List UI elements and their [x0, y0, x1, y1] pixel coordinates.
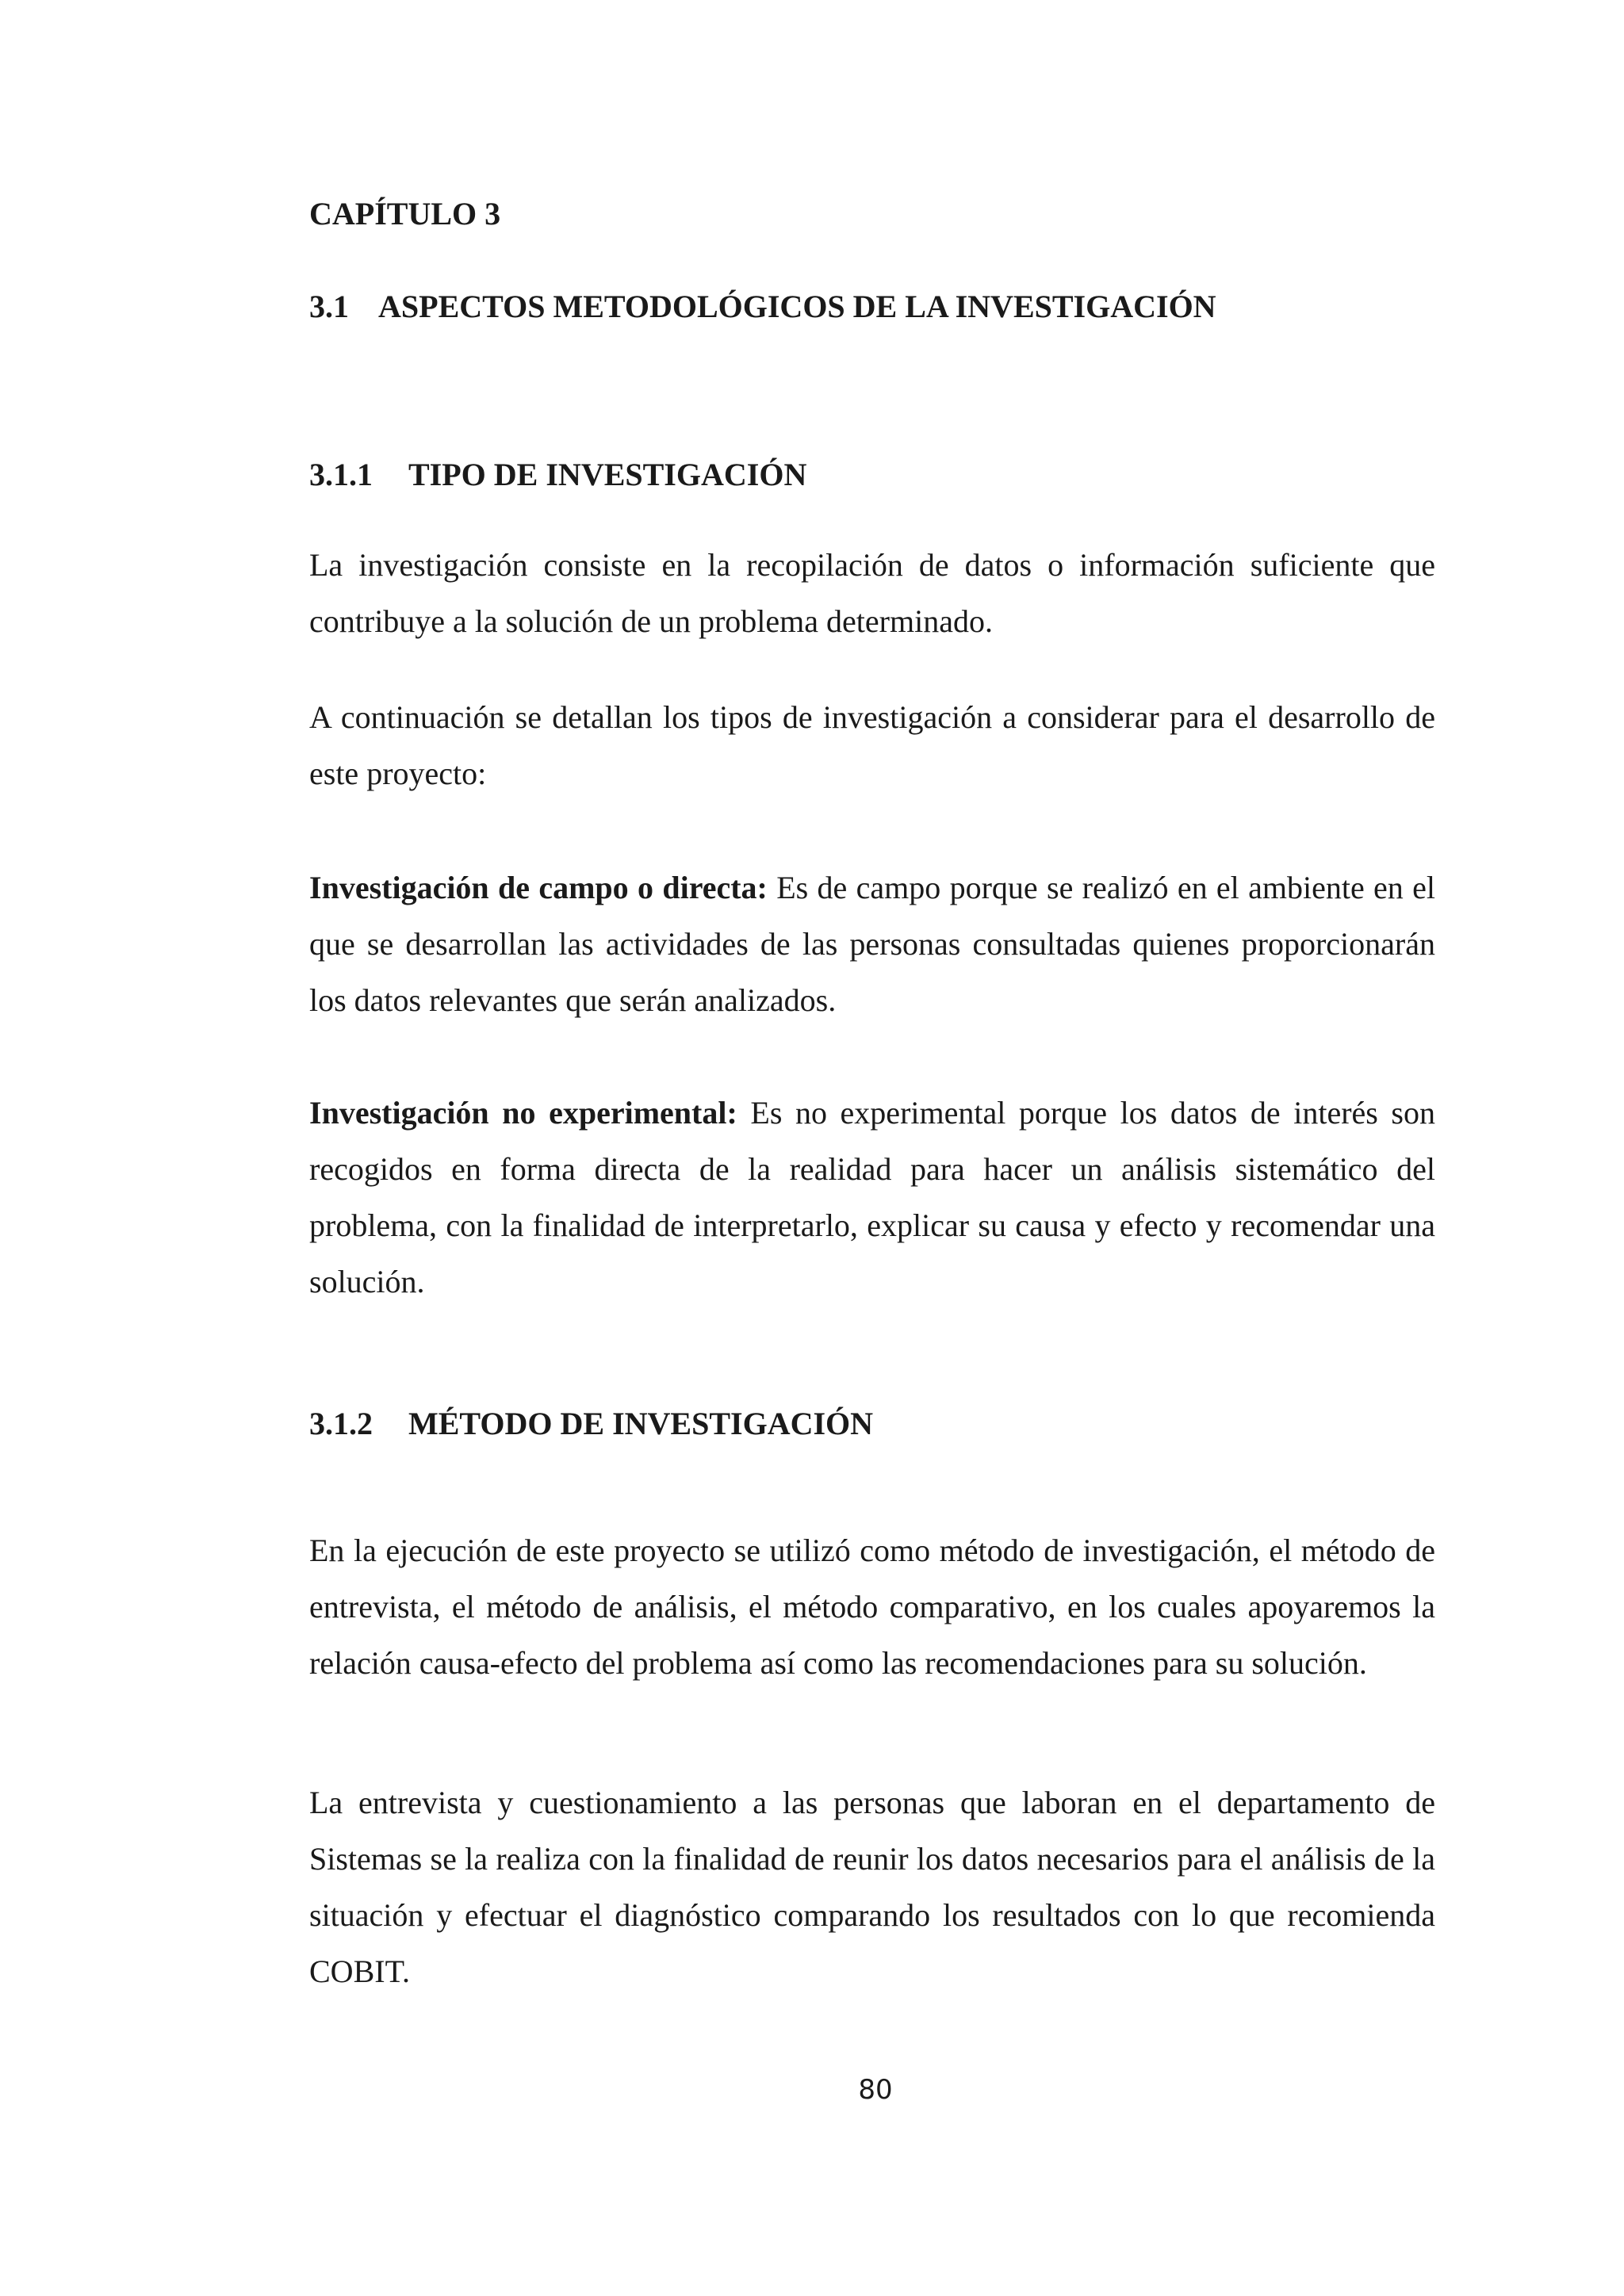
paragraph-research-types-intro: A continuación se detallan los tipos de investigación a considerar para el desarrollo de este proyecto: — [309, 699, 1435, 791]
page-number: 80 — [858, 2074, 893, 2106]
chapter-heading — [309, 195, 1435, 233]
non-experimental-text: Es no experimental porque los datos de interés son recogidos en forma directa de la realidad para hacer un análisis sistemático del problema, con la finalidad de interpretarlo, explicar su causa y efecto y recomendar una solución. — [309, 1095, 1435, 1299]
subsection-2-number: 3.1.2 — [309, 1406, 373, 1441]
paragraph-research-definition: La investigación consiste en la recopilación de datos o información suficiente que contribuye a la solución de un problema determinado. — [309, 547, 1435, 639]
subsection-1-number: 3.1.1 — [309, 457, 373, 492]
section-title: ASPECTOS METODOLÓGICOS DE LA INVESTIGACIÓN — [378, 289, 1216, 324]
field-research-term: Investigación de campo o directa: — [309, 870, 768, 905]
paragraph-non-experimental-research — [309, 1085, 1435, 1310]
paragraph-method-description: En la ejecución de este proyecto se utilizó como método de investigación, el método de entrevista, el método de análisis, el método comparativo, en los cuales apoyaremos la relación causa-efecto del problema así como las recomendaciones para su solución. — [309, 1533, 1435, 1681]
subsection-1-title: TIPO DE INVESTIGACIÓN — [408, 457, 807, 492]
subsection-1-heading — [309, 456, 1435, 494]
field-research-text: Es de campo porque se realizó en el ambiente en el que se desarrollan las actividades de las personas consultadas quienes proporcionarán los datos relevantes que serán analizados. — [309, 870, 1436, 1018]
subsection-2-title: MÉTODO DE INVESTIGACIÓN — [408, 1406, 874, 1441]
section-number: 3.1 — [309, 289, 349, 324]
section-heading — [309, 288, 1435, 326]
paragraph-field-research — [309, 859, 1435, 1028]
chapter-label: CAPÍTULO 3 — [309, 196, 501, 232]
paragraph-interview-purpose: La entrevista y cuestionamiento a las personas que laboran en el departamento de Sistemas se la realiza con la finalidad de reunir los datos necesarios para el análisis de la situación y efectuar el diagnóstico comparando los resultados con lo que recomienda COBIT. — [309, 1785, 1435, 1989]
non-experimental-term: Investigación no experimental: — [309, 1095, 737, 1131]
subsection-2-heading — [309, 1405, 1435, 1443]
